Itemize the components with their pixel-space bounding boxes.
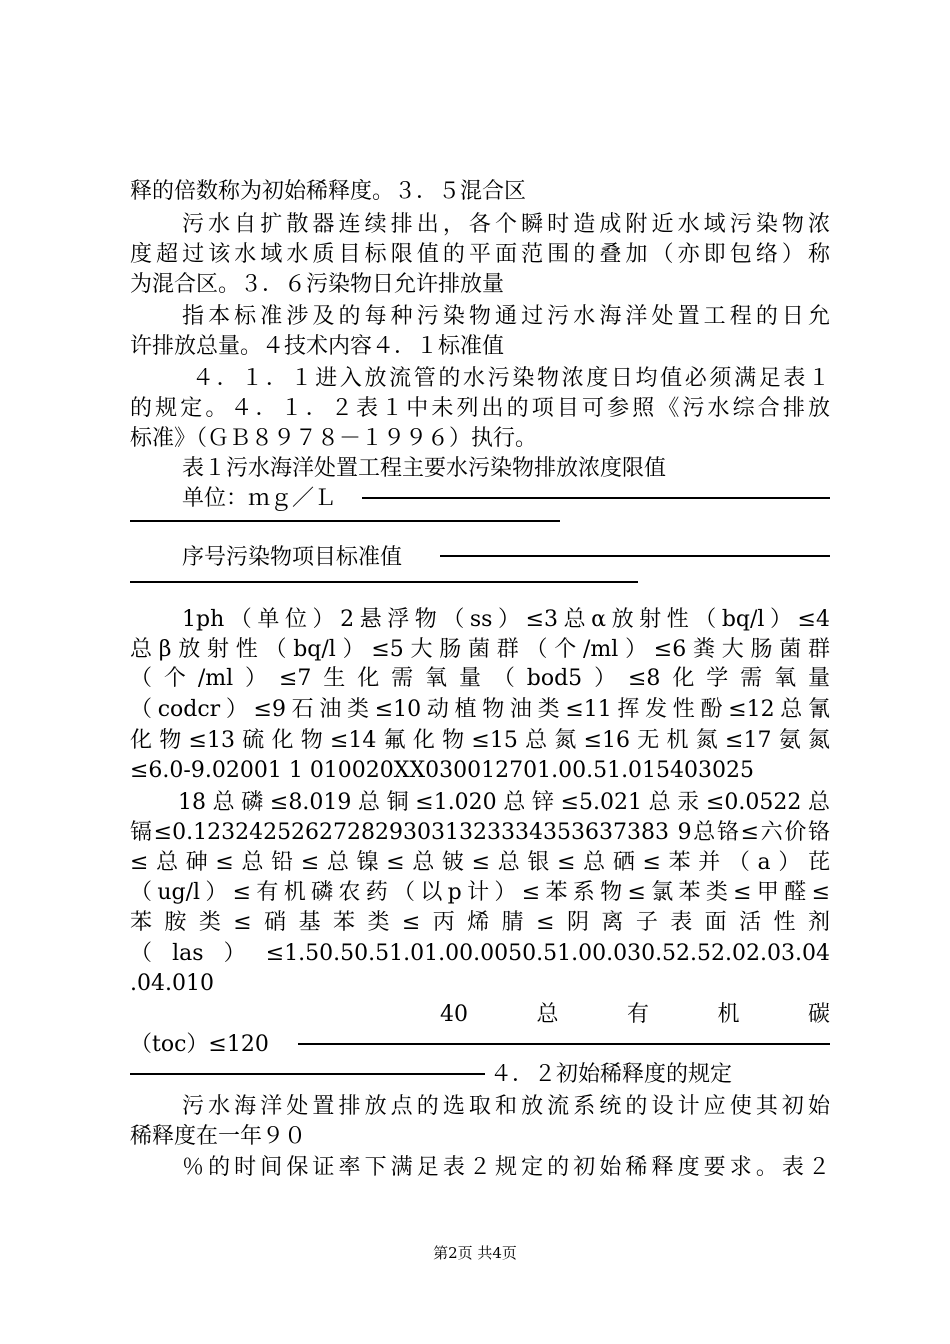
text-line: 许排放总量。４技术内容４．１标准值 <box>130 334 505 359</box>
table-row-text: （codcr）≤9石油类≤10动植物油类≤11挥发性酚≤12总氰 <box>130 697 830 722</box>
table-row-text: （个/ml）≤7生化需氧量（bod5）≤8化学需氧量 <box>130 666 830 691</box>
table-row-text: （toc）≤120 <box>130 1032 269 1057</box>
text-line: 为混合区。３．６污染物日允许排放量 <box>130 272 505 297</box>
table-row-text: 1ph（单位）2悬浮物（ss）≤3总α放射性（bq/l）≤4 <box>182 607 830 632</box>
section-heading: ４．２初始稀释度的规定 <box>490 1062 733 1087</box>
table-caption: 表１污水海洋处置工程主要水污染物排放浓度限值 <box>182 456 667 481</box>
table-row-text: （ug/l）≤有机磷农药（以p计）≤苯系物≤氯苯类≤甲醛≤ <box>130 880 830 905</box>
table-row-text: 化物≤13硫化物≤14氟化物≤15总氮≤16无机氮≤17氨氮 <box>130 728 830 753</box>
text-line: ％的时间保证率下满足表２规定的初始稀释度要求。表２ <box>182 1155 830 1180</box>
text-line: 指本标准涉及的每种污染物通过污水海洋处置工程的日允 <box>182 304 830 329</box>
text-line: 释的倍数称为初始稀释度。３．５混合区 <box>130 179 527 204</box>
page-footer: 第2页 共4页 <box>433 1244 517 1262</box>
text-line: 稀释度在一年９０ <box>130 1124 307 1149</box>
table-row-text: ≤6.0-9.02001 1 010020XX030012701.00.51.015403025 <box>130 758 755 783</box>
table-row-text: .04.010 <box>130 971 214 996</box>
table-rule <box>440 555 830 557</box>
text-line: 的规定。４．１．２表１中未列出的项目可参照《污水综合排放 <box>130 396 830 421</box>
table-row-text: 18总磷≤8.019总铜≤1.020总锌≤5.021总汞≤0.0522总 <box>178 790 830 815</box>
table-row-text: ≤总砷≤总铅≤总镍≤总铍≤总银≤总硒≤苯并（a）芘 <box>130 850 830 875</box>
unit-label: 单位：ｍｇ／Ｌ <box>182 486 337 511</box>
table-row-text: 镉≤0.1232425262728293031323334353637383 9总铬≤六价铬 <box>130 820 830 845</box>
table-row-text: （las）≤1.50.50.51.01.00.0050.51.00.030.52.52.02.03.04 <box>130 941 830 966</box>
table-row-text: 总β放射性（bq/l）≤5大肠菌群（个/ml）≤6粪大肠菌群 <box>130 637 830 662</box>
table-row-text: 苯胺类≤硝基苯类≤丙烯腈≤阴离子表面活性剂 <box>130 910 830 935</box>
text-line: 污水自扩散器连续排出，各个瞬时造成附近水域污染物浓 <box>182 212 830 237</box>
text-line: 标准》（ＧＢ８９７８－１９９６）执行。 <box>130 426 538 451</box>
text-line: 度超过该水域水质目标限值的平面范围的叠加（亦即包络）称 <box>130 242 830 267</box>
table-rule <box>130 581 638 583</box>
table-rule <box>130 1073 485 1075</box>
table-rule <box>130 520 560 522</box>
text-line: 污水海洋处置排放点的选取和放流系统的设计应使其初始 <box>182 1094 830 1119</box>
table-header: 序号污染物项目标准值 <box>182 545 403 570</box>
table-row-text: 40总有机碳 <box>440 1002 830 1027</box>
table-rule <box>298 1043 830 1045</box>
table-rule <box>362 497 830 499</box>
text-line: ４．１．１进入放流管的水污染物浓度日均值必须满足表１ <box>192 366 830 391</box>
